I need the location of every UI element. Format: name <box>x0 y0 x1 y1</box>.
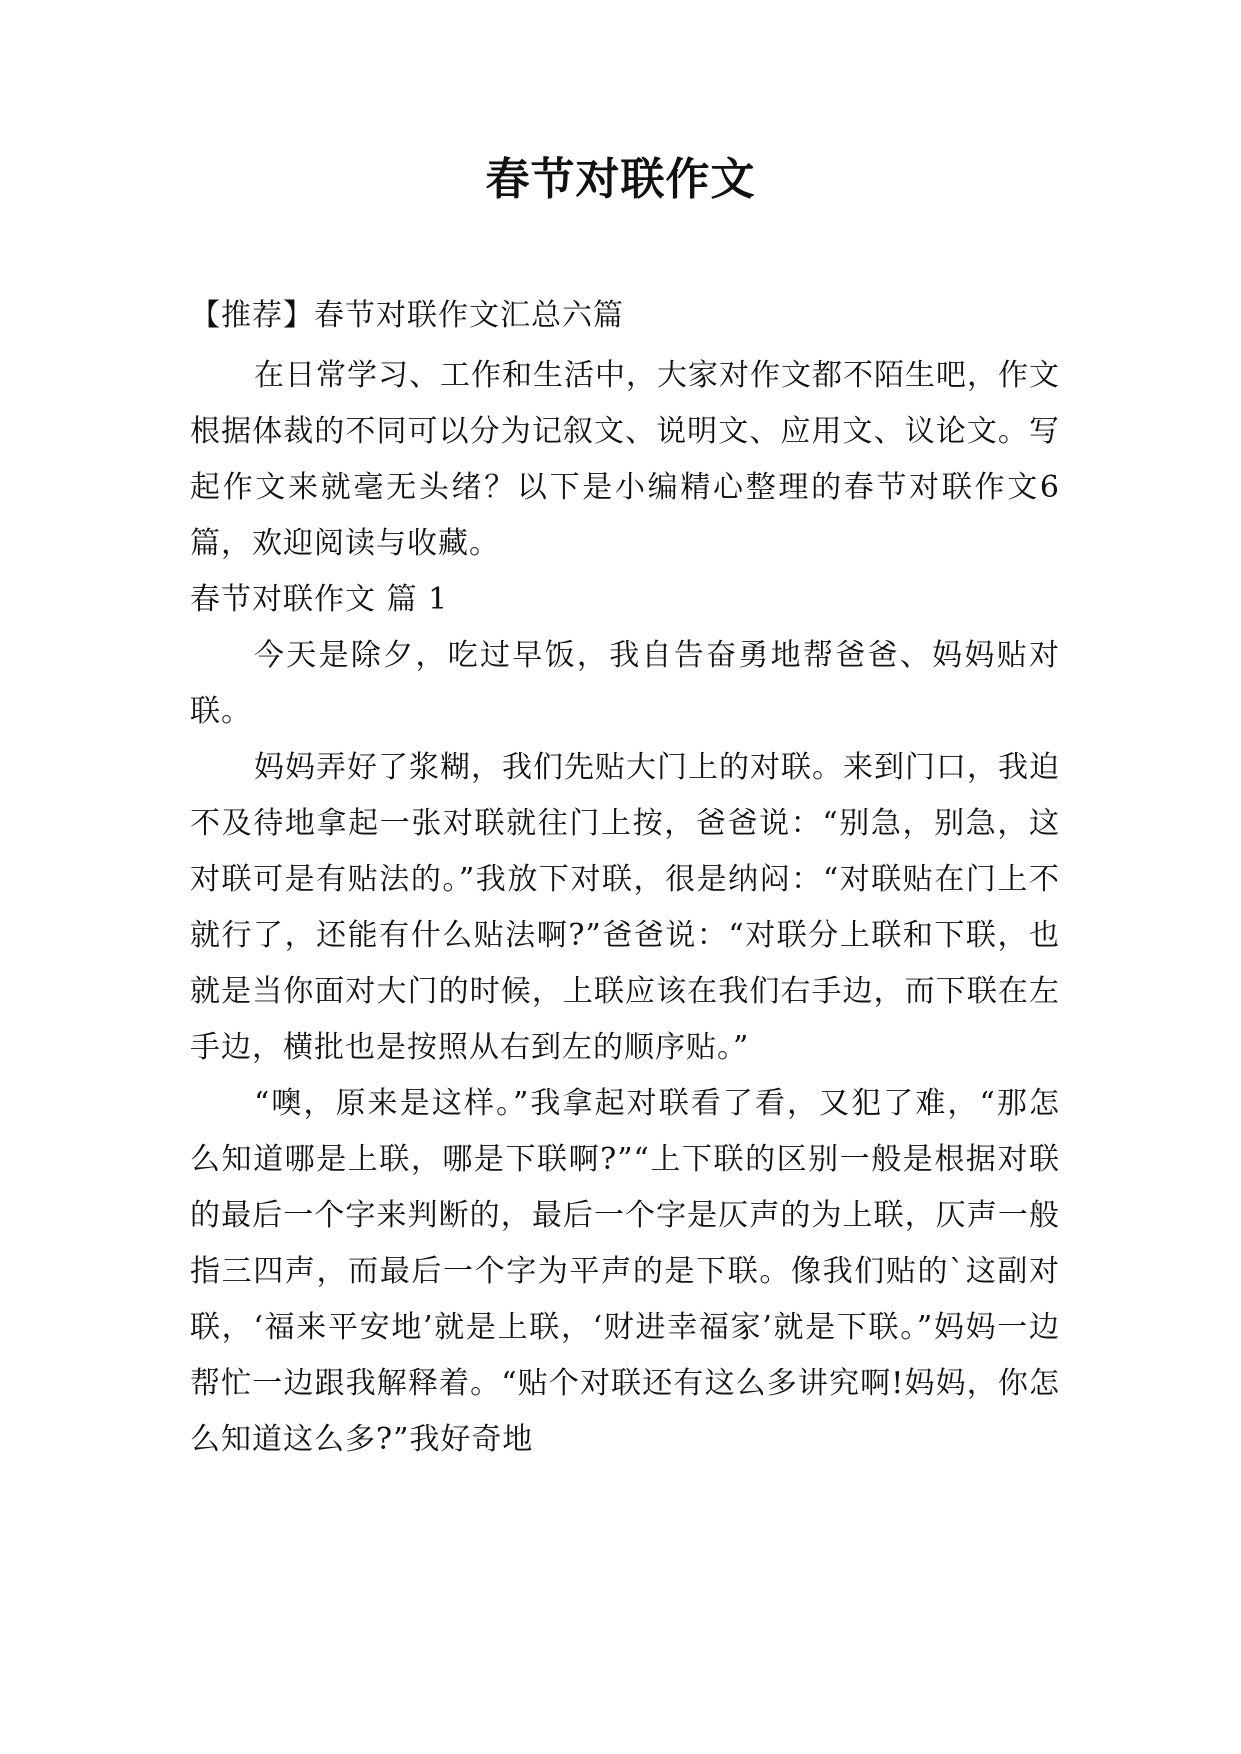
section-heading: 春节对联作文 篇 1 <box>190 582 449 617</box>
document-subtitle: 【推荐】春节对联作文汇总六篇 <box>190 298 624 333</box>
document-body <box>190 292 1060 1468</box>
document-title: 春节对联作文 <box>485 154 756 205</box>
body-paragraph: 妈妈弄好了浆糊，我们先贴大门上的对联。来到门口，我迫不及待地拿起一张对联就往门上按，爸爸说：“别急，别急，这对联可是有贴法的。”我放下对联，很是纳闷：“对联贴在门上不就行了，还能有什么贴法啊?”爸爸说：“对联分上联和下联，也就是当你面对大门的时候，上联应该在我们右手边，而下联在左手边，横批也是按照从右到左的顺序贴。” <box>190 750 1060 1065</box>
body-paragraph: 今天是除夕，吃过早饭，我自告奋勇地帮爸爸、妈妈贴对联。 <box>190 638 1060 729</box>
body-paragraph: “噢，原来是这样。”我拿起对联看了看，又犯了难，“那怎么知道哪是上联，哪是下联啊?”“上下联的区别一般是根据对联的最后一个字来判断的，最后一个字是仄声的为上联，仄声一般指三四声，而最后一个字为平声的是下联。像我们贴的`这副对联，‘福来平安地’就是上联，‘财进幸福家’就是下联。”妈妈一边帮忙一边跟我解释着。“贴个对联还有这么多讲究啊!妈妈，你怎么知道这么多?”我好奇地 <box>190 1086 1060 1457</box>
intro-paragraph: 在日常学习、工作和生活中，大家对作文都不陌生吧，作文根据体裁的不同可以分为记叙文、说明文、应用文、议论文。写起作文来就毫无头绪？以下是小编精心整理的春节对联作文6篇，欢迎阅读与收藏。 <box>190 358 1060 561</box>
